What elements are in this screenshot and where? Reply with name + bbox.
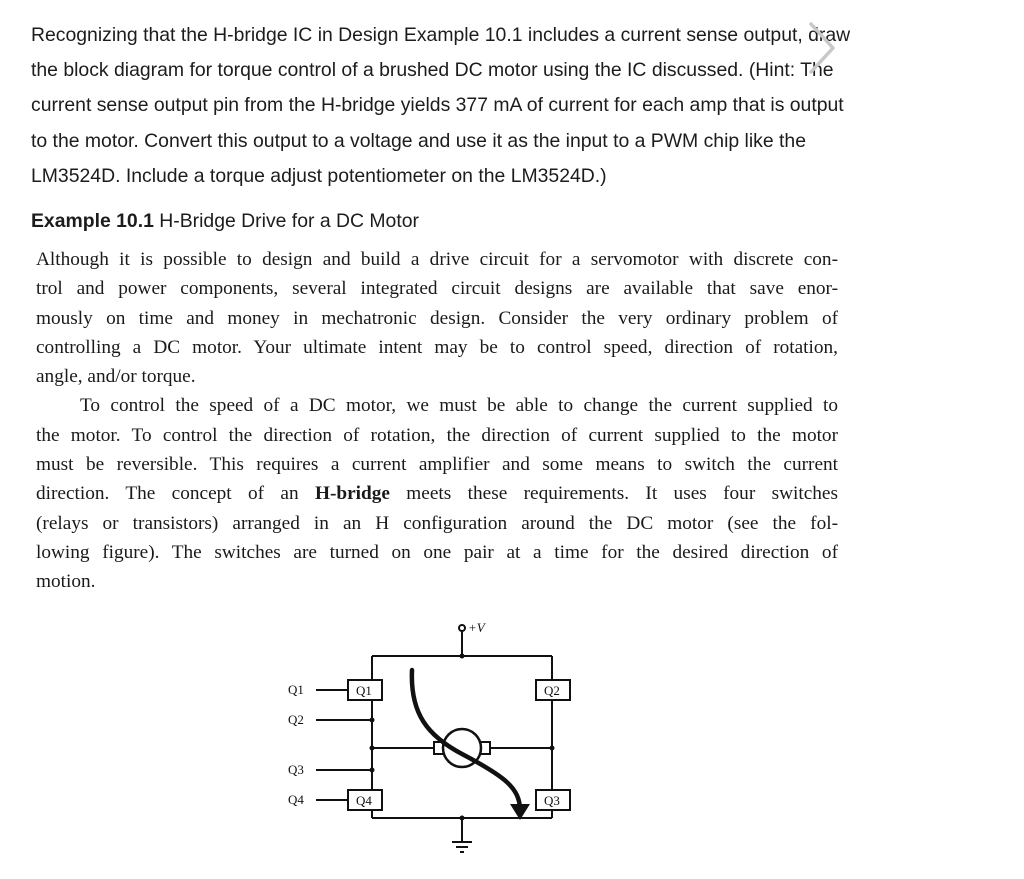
excerpt-line: To control the speed of a DC motor, we must be able to change the current supplied to — [80, 395, 838, 417]
question-line: the block diagram for torque control of a brushed DC motor using the IC discussed. (Hint: The — [31, 59, 834, 82]
excerpt-line: Although it is possible to design and build a drive circuit for a servomotor with discrete con- — [36, 249, 838, 270]
excerpt-line: angle, and/or torque. — [36, 366, 196, 388]
excerpt-line — [36, 479, 838, 508]
excerpt-line: controlling a DC motor. Your ultimate intent may be to control speed, direction of rotation, — [36, 336, 838, 358]
switch-label-q1: Q1 — [356, 683, 372, 698]
dc-motor-icon — [434, 729, 490, 767]
switch-label-q2: Q2 — [544, 683, 560, 698]
textbook-excerpt — [36, 245, 838, 597]
ground-icon — [452, 842, 472, 852]
question-line: to the motor. Convert this output to a voltage and use it as the input to a PWM chip like the — [31, 129, 806, 152]
excerpt-line: trol and power components, several integrated circuit designs are available that save enor- — [36, 278, 838, 300]
excerpt-line: (relays or transistors) arranged in an H configuration around the DC motor (see the fol- — [36, 512, 838, 534]
question-line: current sense output pin from the H-bridge yields 377 mA of current for each amp that is output — [31, 94, 844, 117]
question-line: LM3524D. Include a torque adjust potentiometer on the LM3524D.) — [31, 164, 607, 187]
question-line: Recognizing that the H-bridge IC in Design Example 10.1 includes a current sense output, draw — [31, 24, 851, 46]
example-number: Example 10.1 — [31, 210, 154, 232]
excerpt-line: lowing figure). The switches are turned on one pair at a time for the desired direction of — [36, 541, 838, 563]
h-bridge-figure — [280, 618, 590, 878]
chevron-right-icon[interactable] — [807, 20, 837, 76]
input-label-q2: Q2 — [288, 712, 304, 727]
excerpt-text: direction. The concept of an — [36, 483, 315, 505]
excerpt-line: must be reversible. This requires a current amplifier and some means to switch the current — [36, 454, 838, 476]
input-label-q1: Q1 — [288, 682, 304, 697]
input-label-q4: Q4 — [288, 792, 304, 807]
supply-terminal — [459, 625, 465, 631]
example-heading — [31, 207, 419, 235]
switch-label-q4: Q4 — [356, 793, 372, 808]
excerpt-line: mously on time and money in mechatronic design. Consider the very ordinary problem of — [36, 307, 838, 329]
h-bridge-term: H-bridge — [314, 483, 390, 505]
input-label-q3: Q3 — [288, 762, 304, 777]
excerpt-text: meets these requirements. It uses four switches — [389, 483, 838, 505]
question-text — [31, 18, 991, 194]
excerpt-line: the motor. To control the direction of rotation, the direction of current supplied to the motor — [36, 424, 838, 446]
supply-label: +V — [468, 620, 485, 635]
example-title: H-Bridge Drive for a DC Motor — [153, 210, 419, 232]
switch-label-q3: Q3 — [544, 793, 560, 808]
excerpt-line: motion. — [36, 571, 96, 593]
